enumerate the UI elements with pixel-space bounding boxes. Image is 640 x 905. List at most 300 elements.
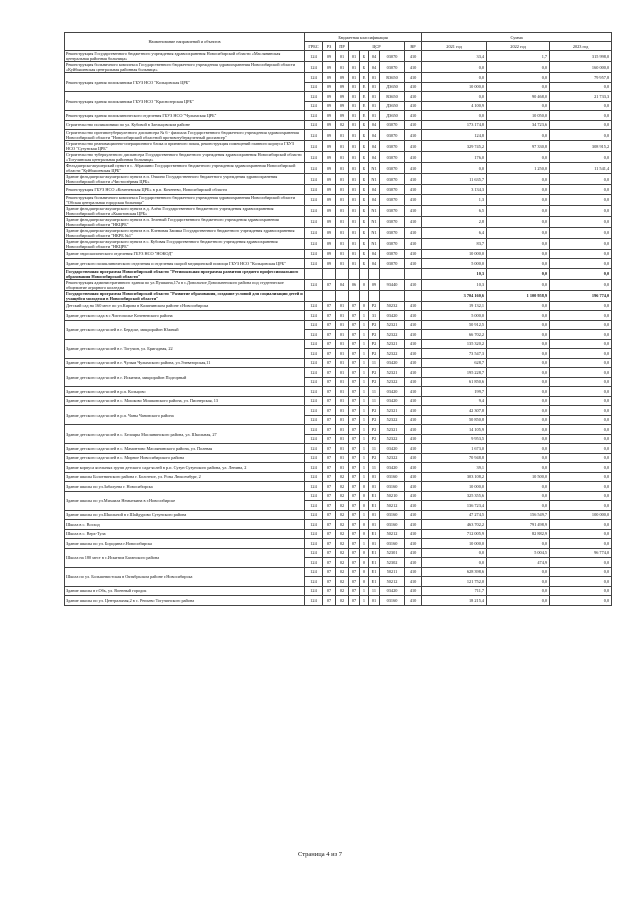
cell-rz: 07 <box>323 596 336 606</box>
cell-2022: 0,0 <box>487 491 550 501</box>
cell-csr2: Б <box>360 51 369 62</box>
cell-csr1: 01 <box>349 51 360 62</box>
cell-csr2: 0 <box>360 501 369 511</box>
cell-rz: 09 <box>323 73 336 83</box>
cell-pr: 01 <box>336 130 349 141</box>
cell-rz: 07 <box>323 472 336 482</box>
cell-2021: 0,0 <box>422 73 487 83</box>
cell-2023: 0,0 <box>550 415 612 425</box>
cell-2021: 628,7 <box>422 358 487 368</box>
cell-rz: 07 <box>323 349 336 359</box>
cell-pr: 01 <box>336 311 349 321</box>
cell-csr3: 01 <box>369 92 380 102</box>
cell-2023: 0,0 <box>550 558 612 568</box>
cell-csr3: 11 <box>369 396 380 406</box>
cell-pr: 02 <box>336 510 349 520</box>
cell-csr3: 01 <box>369 472 380 482</box>
cell-2023: 0,0 <box>550 567 612 577</box>
cell-csr2: 0 <box>360 577 369 587</box>
cell-csr2: Б <box>360 227 369 238</box>
cell-grbs: 124 <box>305 185 323 195</box>
cell-csr2: 1 <box>360 444 369 454</box>
cell-csr2: 1 <box>360 377 369 387</box>
cell-grbs: 124 <box>305 330 323 340</box>
cell-csr3: 04 <box>369 194 380 205</box>
cell-rz: 07 <box>323 577 336 587</box>
table-row <box>65 444 612 454</box>
object-name-cell: Здание школы по ул.Михаила Немыткина в г.Новосибирске <box>65 491 305 510</box>
cell-2022: 0,0 <box>487 73 550 83</box>
cell-csr3: N1 <box>369 238 380 249</box>
cell-2023: 0,0 <box>550 444 612 454</box>
cell-2021: 19 132,1 <box>422 301 487 311</box>
column-header-name: Наименование направлений и объектов <box>65 33 305 51</box>
cell-vr: 410 <box>405 330 422 340</box>
cell-vr: 410 <box>405 358 422 368</box>
table-row <box>65 120 612 130</box>
cell-csr1 <box>349 268 360 279</box>
cell-grbs: 124 <box>305 174 323 185</box>
cell-2021: 2,8 <box>422 216 487 227</box>
cell-rz: 07 <box>323 339 336 349</box>
cell-vr <box>405 290 422 301</box>
cell-pr <box>336 268 349 279</box>
cell-rz: 07 <box>323 567 336 577</box>
cell-csr1: 07 <box>349 406 360 416</box>
cell-csr4: 03070 <box>380 205 405 216</box>
table-row <box>65 185 612 195</box>
cell-csr1: 07 <box>349 491 360 501</box>
table-row <box>65 163 612 174</box>
cell-pr: 01 <box>336 349 349 359</box>
cell-csr2: 0 <box>360 482 369 492</box>
table-row <box>65 51 612 62</box>
object-name-cell: Здание школы по ул. Центральная,2 в с. Репьево Тогучинского района <box>65 596 305 606</box>
cell-2023: 21 733,3 <box>550 92 612 102</box>
cell-csr4: 52321 <box>380 406 405 416</box>
cell-grbs: 124 <box>305 163 323 174</box>
cell-2021: 10 000,0 <box>422 82 487 92</box>
table-row <box>65 311 612 321</box>
cell-csr2: 0 <box>360 301 369 311</box>
cell-grbs: 124 <box>305 194 323 205</box>
cell-2023: 11 541,4 <box>550 163 612 174</box>
cell-grbs: 124 <box>305 111 323 121</box>
cell-vr: 410 <box>405 141 422 152</box>
cell-csr4: 03160 <box>380 596 405 606</box>
cell-csr3: 11 <box>369 387 380 397</box>
cell-2022: 0,0 <box>487 501 550 511</box>
cell-pr: 02 <box>336 567 349 577</box>
cell-2022: 10 500,0 <box>487 472 550 482</box>
cell-vr: 410 <box>405 396 422 406</box>
column-group-budget: Бюджетная классификация <box>305 33 422 42</box>
cell-rz: 09 <box>323 249 336 259</box>
cell-csr2: Б <box>360 194 369 205</box>
object-name-cell: Здание фельдшерско-акушерского пункта в п. Кленовая Заимка Государственного бюджетного учреждения здравоохранения Новосибирской области "НКРБ №1" <box>65 227 305 238</box>
cell-vr: 410 <box>405 194 422 205</box>
cell-csr2: Б <box>360 259 369 269</box>
cell-pr: 01 <box>336 174 349 185</box>
cell-csr4: 03070 <box>380 130 405 141</box>
table-row <box>65 130 612 141</box>
cell-2021: 0,0 <box>422 558 487 568</box>
cell-csr3: Е1 <box>369 491 380 501</box>
cell-2022: 0,0 <box>487 152 550 163</box>
cell-csr2: 1 <box>360 339 369 349</box>
cell-vr: 410 <box>405 301 422 311</box>
object-name-cell: Здание фельдшерско-акушерского пункта в с. Кубовая Государственного бюджетного учреждения здравоохранения Новосибирской области "НКЦРБ" <box>65 238 305 249</box>
object-name-cell: Школа по ул. Большевистская в Октябрьском районе г.Новосибирска <box>65 567 305 586</box>
column-header-vr: ВР <box>405 42 422 51</box>
cell-vr: 410 <box>405 279 422 290</box>
table-row <box>65 510 612 520</box>
cell-vr: 410 <box>405 82 422 92</box>
cell-2023: 0,0 <box>550 529 612 539</box>
cell-csr2 <box>360 268 369 279</box>
cell-rz: 09 <box>323 205 336 216</box>
object-name-cell: Школа в с. Верх-Тула <box>65 529 305 539</box>
cell-vr: 410 <box>405 415 422 425</box>
cell-pr: 02 <box>336 548 349 558</box>
cell-csr2: 1 <box>360 596 369 606</box>
cell-csr1: 01 <box>349 194 360 205</box>
cell-csr1: 01 <box>349 185 360 195</box>
table-row <box>65 216 612 227</box>
cell-pr: 01 <box>336 205 349 216</box>
cell-grbs: 124 <box>305 141 323 152</box>
cell-grbs: 124 <box>305 101 323 111</box>
cell-csr1: 01 <box>349 92 360 102</box>
cell-2022: 0,0 <box>487 216 550 227</box>
cell-pr: 01 <box>336 330 349 340</box>
cell-2023: 0,0 <box>550 586 612 596</box>
budget-table-sheet <box>64 32 611 606</box>
cell-csr4: 52322 <box>380 434 405 444</box>
object-name-cell: Здание школы в г.Обь, ул. Военный городок <box>65 586 305 596</box>
cell-grbs: 124 <box>305 539 323 549</box>
cell-csr2: 1 <box>360 330 369 340</box>
cell-2023: 0,0 <box>550 472 612 482</box>
cell-csr4: 52322 <box>380 377 405 387</box>
cell-csr2: Б <box>360 216 369 227</box>
cell-vr: 410 <box>405 548 422 558</box>
table-row <box>65 227 612 238</box>
cell-2022: 10 050,0 <box>487 111 550 121</box>
cell-csr1: 07 <box>349 434 360 444</box>
cell-2022: 0,0 <box>487 339 550 349</box>
cell-rz: 07 <box>323 279 336 290</box>
cell-csr2: 1 <box>360 539 369 549</box>
cell-csr1: 07 <box>349 320 360 330</box>
cell-vr: 410 <box>405 174 422 185</box>
column-header-2022: 2022 год <box>487 42 550 51</box>
cell-csr2: 1 <box>360 463 369 473</box>
column-group-sum: Сумма <box>422 33 612 42</box>
cell-rz: 09 <box>323 163 336 174</box>
cell-2021: 0,0 <box>422 163 487 174</box>
cell-2022: 0,0 <box>487 539 550 549</box>
cell-2022: 0,0 <box>487 387 550 397</box>
cell-2023: 0,0 <box>550 259 612 269</box>
cell-rz: 07 <box>323 548 336 558</box>
cell-grbs: 124 <box>305 259 323 269</box>
cell-pr: 01 <box>336 425 349 435</box>
cell-grbs: 124 <box>305 577 323 587</box>
cell-2023: 0,0 <box>550 330 612 340</box>
cell-2022: 0,0 <box>487 82 550 92</box>
cell-rz: 07 <box>323 406 336 416</box>
cell-rz: 09 <box>323 141 336 152</box>
table-body <box>65 51 612 606</box>
cell-2021: 9,4 <box>422 396 487 406</box>
cell-pr: 01 <box>336 320 349 330</box>
cell-grbs: 124 <box>305 227 323 238</box>
cell-grbs: 124 <box>305 472 323 482</box>
cell-csr2: 0 <box>360 279 369 290</box>
cell-csr1: 07 <box>349 567 360 577</box>
cell-2023: 100 000,0 <box>550 510 612 520</box>
cell-csr2: 0 <box>360 567 369 577</box>
object-name-cell: Реконструкция административного здания по ул.Пушкина,17а в с.Довольное Довольненского района под студенческое общежитие аграрного колледжа <box>65 279 305 290</box>
cell-2022: 0,0 <box>487 596 550 606</box>
cell-pr: 02 <box>336 491 349 501</box>
cell-csr2: 1 <box>360 311 369 321</box>
cell-2023: 0,0 <box>550 396 612 406</box>
cell-rz: 09 <box>323 174 336 185</box>
cell-2023: 0,0 <box>550 339 612 349</box>
cell-2023: 0,0 <box>550 268 612 279</box>
cell-grbs: 124 <box>305 425 323 435</box>
cell-2021: 124,8 <box>422 130 487 141</box>
cell-2023: 0,0 <box>550 249 612 259</box>
cell-csr1: 07 <box>349 501 360 511</box>
cell-vr: 410 <box>405 152 422 163</box>
cell-2022: 0,0 <box>487 311 550 321</box>
cell-csr4: 03070 <box>380 216 405 227</box>
cell-vr: 410 <box>405 463 422 473</box>
object-name-cell: Государственная программа Новосибирской области "Региональная программа развития среднего профессионального образования Новосибирской области" <box>65 268 305 279</box>
cell-rz: 07 <box>323 415 336 425</box>
cell-2022: 97 330,8 <box>487 141 550 152</box>
cell-vr: 410 <box>405 320 422 330</box>
cell-rz: 07 <box>323 558 336 568</box>
cell-pr: 09 <box>336 92 349 102</box>
cell-csr3: P2 <box>369 434 380 444</box>
table-row <box>65 539 612 549</box>
cell-csr1: 07 <box>349 368 360 378</box>
cell-csr3: Е1 <box>369 548 380 558</box>
cell-csr1: 01 <box>349 130 360 141</box>
cell-2022: 0,0 <box>487 268 550 279</box>
cell-csr1: 01 <box>349 174 360 185</box>
cell-grbs: 124 <box>305 387 323 397</box>
cell-pr: 02 <box>336 520 349 530</box>
cell-csr3: 11 <box>369 463 380 473</box>
cell-vr: 410 <box>405 163 422 174</box>
cell-vr: 410 <box>405 520 422 530</box>
cell-2022: 0,0 <box>487 453 550 463</box>
column-header-2023: 2023 год <box>550 42 612 51</box>
cell-csr1: 01 <box>349 216 360 227</box>
cell-csr3: 09 <box>369 279 380 290</box>
cell-csr3: 01 <box>369 539 380 549</box>
table-row <box>65 73 612 83</box>
object-name-cell: Здание школы Болотнинского района г. Болотное, ул. Розы Люксембург, 2 <box>65 472 305 482</box>
table-row <box>65 92 612 102</box>
cell-grbs: 124 <box>305 434 323 444</box>
cell-grbs: 124 <box>305 406 323 416</box>
table-row <box>65 268 612 279</box>
cell-2021: 10,3 <box>422 279 487 290</box>
cell-vr: 410 <box>405 227 422 238</box>
cell-pr: 09 <box>336 111 349 121</box>
cell-grbs <box>305 290 323 301</box>
object-name-cell: Здание фельдшерско-акушерского пункта в д. Алёш Государственного бюджетного учреждения здравоохранения Новосибирской области «Кыштовская ЦРБ» <box>65 205 305 216</box>
cell-csr2: 1 <box>360 396 369 406</box>
cell-2023: 0,0 <box>550 194 612 205</box>
cell-csr4: 03420 <box>380 444 405 454</box>
cell-2021: 136 723,4 <box>422 501 487 511</box>
cell-vr: 410 <box>405 185 422 195</box>
cell-rz: 07 <box>323 491 336 501</box>
cell-grbs: 124 <box>305 482 323 492</box>
cell-vr: 410 <box>405 216 422 227</box>
table-row <box>65 301 612 311</box>
cell-2022: 0,0 <box>487 444 550 454</box>
cell-csr3: P2 <box>369 339 380 349</box>
cell-grbs: 124 <box>305 82 323 92</box>
cell-2023: 0,0 <box>550 434 612 444</box>
cell-csr1: 07 <box>349 520 360 530</box>
cell-pr: 09 <box>336 82 349 92</box>
cell-csr1: 07 <box>349 377 360 387</box>
cell-2021: 70 948,8 <box>422 453 487 463</box>
cell-pr: 01 <box>336 339 349 349</box>
cell-csr1: 07 <box>349 339 360 349</box>
cell-csr2: 1 <box>360 406 369 416</box>
cell-pr: 04 <box>336 279 349 290</box>
cell-csr4: 03160 <box>380 482 405 492</box>
cell-vr: 410 <box>405 349 422 359</box>
column-header-pr: ПР <box>336 42 349 51</box>
cell-rz: 07 <box>323 482 336 492</box>
cell-csr3: 04 <box>369 152 380 163</box>
cell-2022: 34 723,6 <box>487 120 550 130</box>
cell-2022: 1 100 958,9 <box>487 290 550 301</box>
cell-csr3: Е1 <box>369 567 380 577</box>
cell-csr3: 11 <box>369 444 380 454</box>
table-row <box>65 259 612 269</box>
cell-vr: 410 <box>405 444 422 454</box>
cell-rz: 07 <box>323 358 336 368</box>
cell-csr3: 01 <box>369 82 380 92</box>
cell-grbs: 124 <box>305 510 323 520</box>
object-name-cell: Здание корпуса ясельных групп детского сада-яслей в р.п. Сузун Сузунского района, ул. Ленина, 2 <box>65 463 305 473</box>
cell-2023: 0,0 <box>550 577 612 587</box>
cell-vr <box>405 268 422 279</box>
cell-2021: 14 105,9 <box>422 425 487 435</box>
cell-pr: 01 <box>336 194 349 205</box>
cell-2023: 0,0 <box>550 120 612 130</box>
cell-2022: 0,0 <box>487 586 550 596</box>
cell-rz: 09 <box>323 259 336 269</box>
cell-2021: 5 000,0 <box>422 311 487 321</box>
cell-grbs: 124 <box>305 520 323 530</box>
cell-2022: 0,0 <box>487 205 550 216</box>
object-name-cell: Здание детского сада в с.Чистополье Коченевского района <box>65 311 305 321</box>
cell-csr4: 03160 <box>380 510 405 520</box>
cell-csr3: N1 <box>369 205 380 216</box>
cell-rz: 09 <box>323 238 336 249</box>
cell-csr2: 1 <box>360 425 369 435</box>
cell-grbs: 124 <box>305 301 323 311</box>
cell-csr1: 01 <box>349 73 360 83</box>
cell-2021: 325 355,6 <box>422 491 487 501</box>
cell-vr: 410 <box>405 205 422 216</box>
cell-2022: 0,0 <box>487 330 550 340</box>
cell-2021: 18 215,4 <box>422 596 487 606</box>
cell-csr3: P2 <box>369 425 380 435</box>
cell-csr3: 01 <box>369 520 380 530</box>
cell-vr: 410 <box>405 510 422 520</box>
cell-csr1: 07 <box>349 548 360 558</box>
cell-csr1: 01 <box>349 227 360 238</box>
table-row <box>65 368 612 378</box>
cell-pr: 01 <box>336 301 349 311</box>
cell-csr4: 03070 <box>380 62 405 73</box>
cell-grbs: 124 <box>305 279 323 290</box>
cell-csr3: 04 <box>369 120 380 130</box>
cell-pr: 02 <box>336 539 349 549</box>
cell-grbs: 124 <box>305 567 323 577</box>
cell-2021: 0,0 <box>422 111 487 121</box>
cell-csr4 <box>380 290 405 301</box>
cell-2022: 0,0 <box>487 368 550 378</box>
cell-vr: 410 <box>405 406 422 416</box>
cell-2021: 121 752,0 <box>422 577 487 587</box>
cell-rz: 09 <box>323 51 336 62</box>
cell-vr: 410 <box>405 111 422 121</box>
cell-csr1: 07 <box>349 301 360 311</box>
cell-csr4: 03070 <box>380 227 405 238</box>
cell-grbs: 124 <box>305 558 323 568</box>
object-name-cell: Государственная программа Новосибирской области "Развитие образования, создание условий для социализации детей и учащейся молодежи в Новосибирской области" <box>66 290 303 301</box>
cell-csr1: 07 <box>349 463 360 473</box>
cell-csr3: 11 <box>369 586 380 596</box>
cell-csr1: 07 <box>349 472 360 482</box>
cell-csr4: 50212 <box>380 529 405 539</box>
cell-rz: 07 <box>323 434 336 444</box>
cell-vr: 410 <box>405 434 422 444</box>
cell-csr4: 03160 <box>380 472 405 482</box>
cell-2022: 90 468,0 <box>487 92 550 102</box>
object-name-cell: Реконструкция ГБУЗ НСО «Коченевская ЦРБ» в р.п. Коченево, Новосибирской области <box>65 185 305 195</box>
cell-rz: 09 <box>323 227 336 238</box>
object-name-cell: Фельдшерско-акушерский пункт в с. Абрашино Государственного бюджетного учреждения здравоохранения Новосибирской области "Куйбышевская ЦРБ" <box>65 163 305 174</box>
cell-pr: 01 <box>336 259 349 269</box>
object-name-cell: Здание детского сада-яслей в р.п. Чаны Чановского района <box>65 406 305 425</box>
object-name-cell: Здание детского сада-яслей в с. Белояры Маслянинского района, ул. Школьная, 27 <box>65 425 305 444</box>
table-row <box>65 396 612 406</box>
cell-pr: 01 <box>336 396 349 406</box>
cell-vr: 410 <box>405 120 422 130</box>
cell-2022: 0,0 <box>487 349 550 359</box>
cell-csr1: 07 <box>349 482 360 492</box>
cell-2023: 160 000,0 <box>550 62 612 73</box>
cell-csr2: 1 <box>360 387 369 397</box>
table-row <box>65 472 612 482</box>
